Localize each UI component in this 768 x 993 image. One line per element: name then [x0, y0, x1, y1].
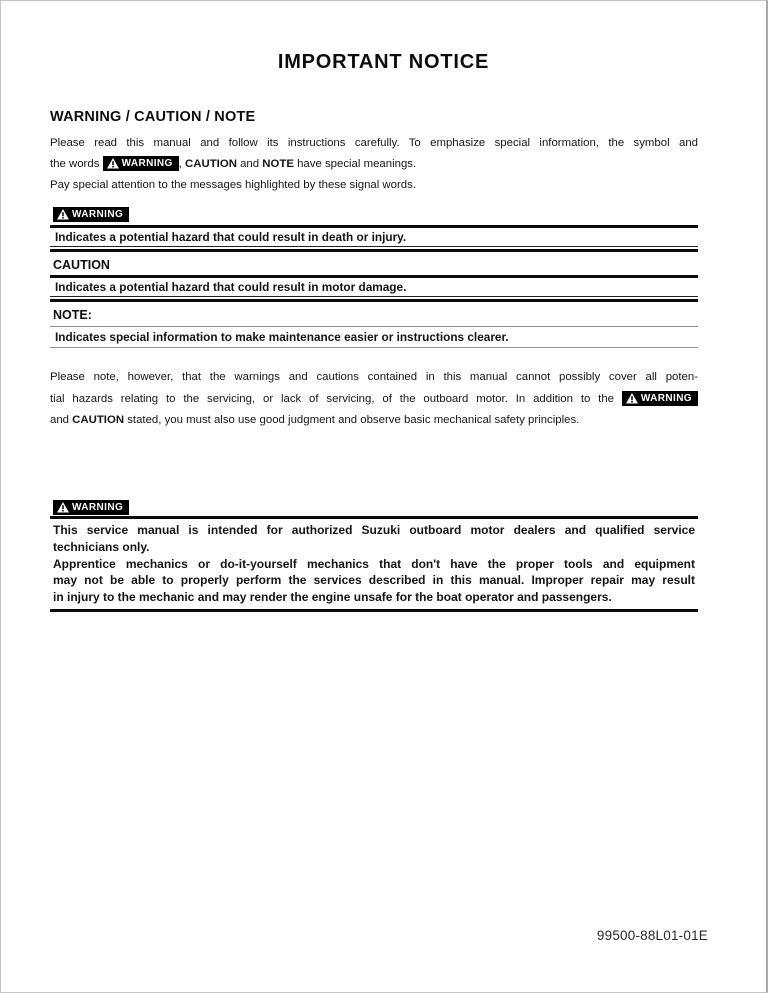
service-warning-box [50, 516, 698, 612]
warning-triangle-icon [107, 158, 119, 169]
note-message: Indicates special information to make maintenance easier or instructions clearer. [55, 330, 509, 344]
warning-triangle-icon [57, 502, 69, 513]
warning-badge-block [53, 500, 129, 515]
caution-word: CAUTION [185, 158, 237, 170]
intro-line-1: Please read this manual and follow its instructions carefully. To emphasize special information, the symbol and [50, 137, 698, 149]
warning-badge-block [53, 207, 129, 222]
body-line-2 [50, 389, 698, 411]
body-line-2-text: tial hazards relating to the servicing, or lack of servicing, of the outboard motor. In addition to the [50, 392, 622, 405]
caution-word: CAUTION [72, 414, 125, 426]
intro-line-3: Pay special attention to the messages highlighted by these signal words. [50, 179, 416, 191]
body-line-3-suffix: stated, you must also use good judgment and observe basic mechanical safety principles. [124, 414, 580, 426]
section-heading: WARNING / CAUTION / NOTE [50, 109, 256, 125]
service-warning-line-4: may not be able to properly perform the services described in this manual. Improper repair may result [53, 573, 695, 588]
warning-badge-label: WARNING [72, 209, 124, 220]
intro-line-2-comma: , [178, 158, 186, 170]
warning-badge-label: WARNING [121, 158, 173, 169]
warning-message-box [50, 225, 698, 252]
body-line-3 [50, 410, 698, 432]
page-title: IMPORTANT NOTICE [277, 51, 490, 73]
warning-badge-inline [103, 156, 179, 171]
warning-badge-label: WARNING [72, 502, 124, 513]
note-word: NOTE [262, 158, 294, 170]
note-message-box [50, 326, 698, 348]
caution-message-box [50, 275, 698, 302]
service-warning-line-1: This service manual is intended for authorized Suzuki outboard motor dealers and qualified service [53, 523, 695, 537]
caution-message: Indicates a potential hazard that could result in motor damage. [50, 278, 698, 297]
service-warning-line-3: Apprentice mechanics or do-it-yourself mechanics that don't have the proper tools and equipment [53, 556, 695, 571]
warning-triangle-icon [626, 393, 638, 404]
intro-line-2 [50, 154, 698, 175]
service-warning-text [50, 519, 698, 609]
warning-badge-inline [622, 391, 698, 406]
part-number: 99500-88L01-01E [596, 928, 708, 943]
intro-line-2-prefix: the words [50, 158, 103, 170]
caution-header: CAUTION [53, 258, 110, 272]
warning-message: Indicates a potential hazard that could result in death or injury. [50, 228, 698, 247]
body-line-3-prefix: and [50, 414, 73, 426]
service-warning-line-2: technicians only. [53, 539, 150, 554]
warning-badge-label: WARNING [640, 392, 692, 404]
intro-paragraph [50, 133, 698, 196]
note-header: NOTE: [53, 308, 92, 322]
warning-triangle-icon [57, 209, 69, 220]
body-line-1: Please note, however, that the warnings and cautions contained in this manual cannot possibly cover all poten- [50, 371, 698, 383]
intro-line-2-suffix: have special meanings. [293, 158, 417, 170]
intro-line-2-and: and [236, 158, 263, 170]
service-warning-line-5: in injury to the mechanic and may render the engine unsafe for the boat operator and passengers. [53, 590, 612, 605]
body-paragraph [50, 367, 698, 432]
